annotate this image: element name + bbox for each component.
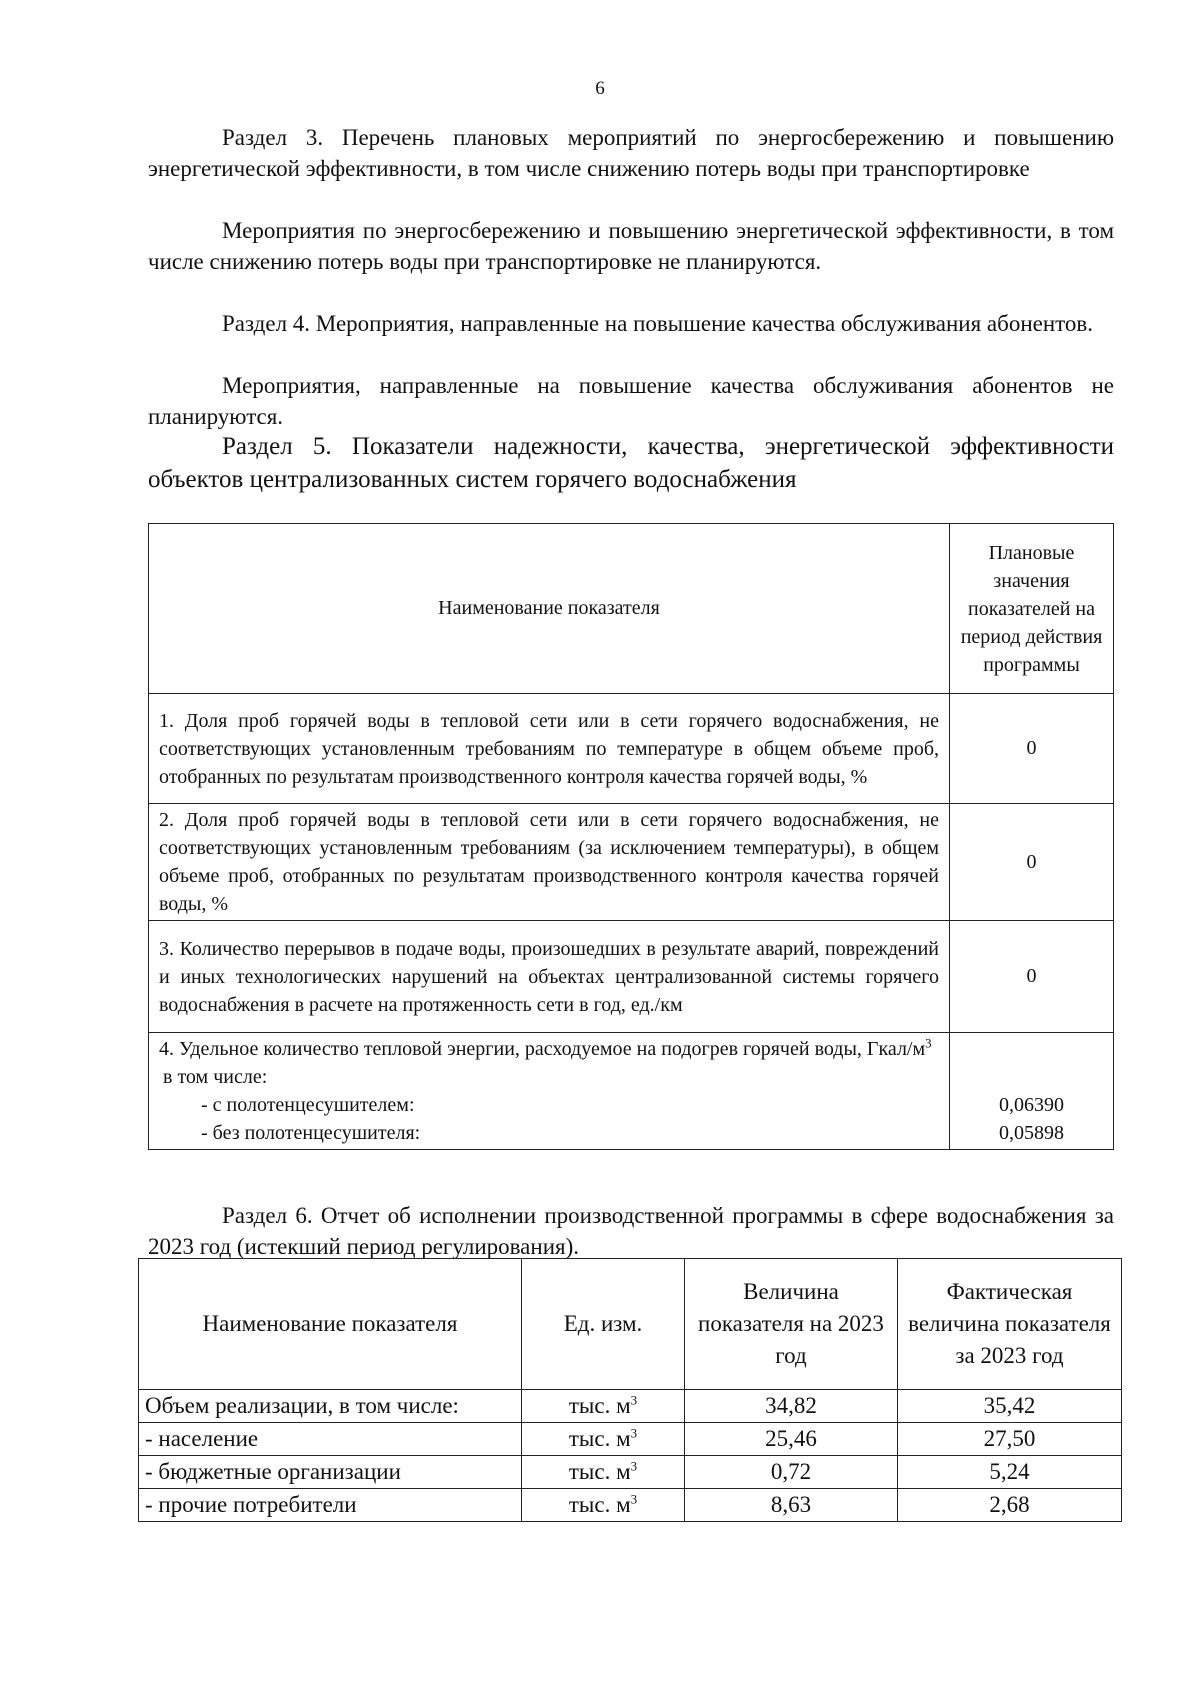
- row-fact: 27,50: [898, 1423, 1122, 1456]
- row-plan: 0,72: [685, 1456, 898, 1489]
- indicator-name: 1. Доля проб горячей воды в тепловой сети или в сети горячего водоснабжения, не соответствующих установленным требованиям по температуре в общем объеме проб, отобранных по результатам производственного контроля качества горячей воды, %: [149, 694, 950, 804]
- section6-title: Раздел 6. Отчет об исполнении производственной программы в сфере водоснабжения за 2023 год (истекший период регулирования).: [148, 1203, 1114, 1259]
- row-name: - прочие потребители: [139, 1489, 522, 1522]
- row-unit: тыс. $м^3$: [522, 1390, 685, 1423]
- table-row: [139, 1489, 1122, 1522]
- table-row: [149, 1033, 1114, 1150]
- row4-sub1-label: - с полотенцесушителем:: [201, 1094, 415, 1116]
- table-row: [139, 1423, 1122, 1456]
- table-row: [149, 694, 1114, 804]
- table-header-row: [149, 524, 1114, 694]
- indicator-value: 0: [950, 694, 1114, 804]
- section4-text: Мероприятия, направленные на повышение качества обслуживания абонентов не планируются.: [148, 373, 1114, 429]
- row4-including: в том числе:: [163, 1066, 268, 1088]
- table-row: [149, 921, 1114, 1033]
- section3-title: Раздел 3. Перечень плановых мероприятий по энергосбережению и повышению энергетической эффективности, в том числе снижению потерь воды при транспортировке: [148, 125, 1114, 181]
- row4-sub2-label: - без полотенцесушителя:: [201, 1122, 421, 1144]
- row-name: - бюджетные организации: [139, 1456, 522, 1489]
- row-fact: 2,68: [898, 1489, 1122, 1522]
- indicator-value: 0: [950, 921, 1114, 1033]
- column-header-plan: Величина показателя на 2023 год: [685, 1259, 898, 1390]
- table-row: [139, 1456, 1122, 1489]
- column-header-value: Плановые значения показателей на период действия программы: [950, 524, 1114, 694]
- row-fact: 5,24: [898, 1456, 1122, 1489]
- column-header-unit: Ед. изм.: [522, 1259, 685, 1390]
- section3-text: Мероприятия по энергосбережению и повышению энергетической эффективности, в том числе снижению потерь воды при транспортировке не планируются.: [148, 218, 1114, 274]
- indicator-name: 2. Доля проб горячей воды в тепловой сети или в сети горячего водоснабжения, не соответствующих установленным требованиям (за исключением температуры), в общем объеме проб, отобранных по результатам производственного контроля качества горячей воды, %: [149, 804, 950, 921]
- indicator-value: [950, 1033, 1114, 1150]
- table-row: [149, 804, 1114, 921]
- row-fact: 35,42: [898, 1390, 1122, 1423]
- column-header-name: Наименование показателя: [149, 524, 950, 694]
- row-plan: 25,46: [685, 1423, 898, 1456]
- row4-sub2-value: 0,05898: [999, 1122, 1064, 1144]
- row-plan: 8,63: [685, 1489, 898, 1522]
- row-name: - население: [139, 1423, 522, 1456]
- column-header-name: Наименование показателя: [139, 1259, 522, 1390]
- row-plan: 34,82: [685, 1390, 898, 1423]
- row-unit: тыс. $м^3$: [522, 1489, 685, 1522]
- row4-title: 4. Удельное количество тепловой энергии, расходуемое на подогрев горячей воды, Гкал/$м^3$: [159, 1035, 932, 1060]
- section4-title: Раздел 4. Мероприятия, направленные на повышение качества обслуживания абонентов.: [222, 311, 1094, 336]
- row-unit: тыс. $м^3$: [522, 1456, 685, 1489]
- table-row: [139, 1390, 1122, 1423]
- row-name: Объем реализации, в том числе:: [139, 1390, 522, 1423]
- row4-sub1-value: 0,06390: [999, 1094, 1064, 1116]
- indicator-name: [149, 1033, 950, 1150]
- page-number: 6: [595, 78, 605, 99]
- section5-title: Раздел 5. Показатели надежности, качества, энергетической эффективности объектов централизованных систем горячего водоснабжения: [148, 433, 1114, 493]
- indicator-name: 3. Количество перерывов в подаче воды, произошедших в результате аварий, повреждений и иных технологических нарушений на объектах централизованной системы горячего водоснабжения в расчете на протяженность сети в год, ед./км: [149, 921, 950, 1033]
- table-header-row: [139, 1259, 1122, 1390]
- indicators-table: [148, 523, 1114, 1150]
- report-table: [138, 1258, 1122, 1522]
- row-unit: тыс. $м^3$: [522, 1423, 685, 1456]
- column-header-fact: Фактическая величина показателя за 2023 год: [898, 1259, 1122, 1390]
- indicator-value: 0: [950, 804, 1114, 921]
